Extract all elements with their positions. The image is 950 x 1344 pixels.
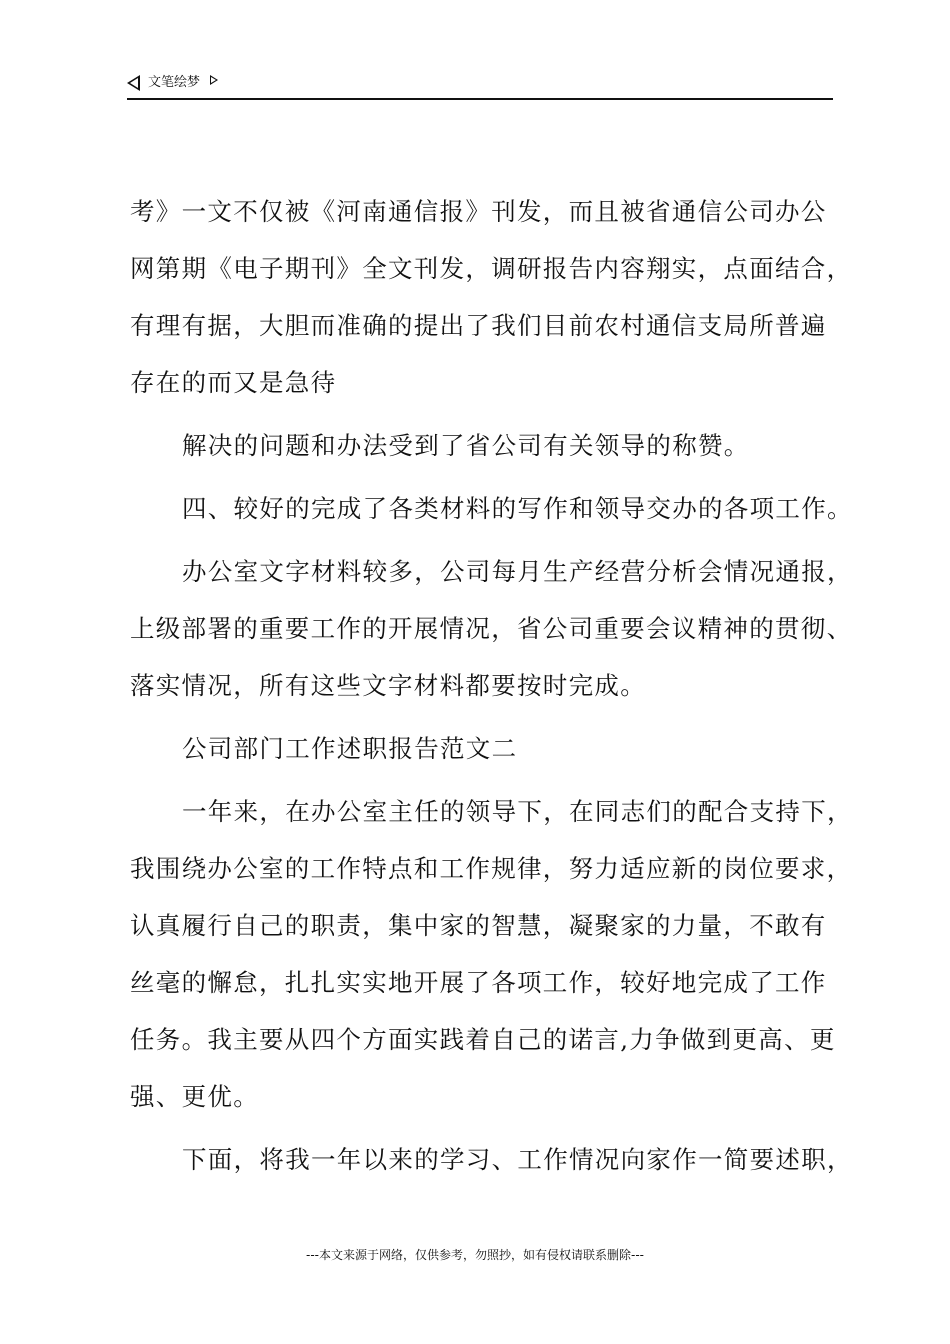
text-line: 认真履行自己的职责，集中家的智慧，凝聚家的力量，不敢有 xyxy=(130,911,827,940)
text-line: 存在的而又是急待 xyxy=(130,368,337,397)
page-footer: ---本文来源于网络，仅供参考，勿照抄，如有侵权请联系删除--- xyxy=(306,1248,644,1262)
page-header xyxy=(127,72,833,100)
text-line: 落实情况，所有这些文字材料都要按时完成。 xyxy=(130,671,646,700)
text-line: 丝毫的懈怠，扎扎实实地开展了各项工作，较好地完成了工作 xyxy=(130,968,827,997)
header-brand xyxy=(127,74,218,92)
paragraph: 下面，将我一年以来的学习、工作情况向家作一简要述职， xyxy=(182,1145,853,1174)
triangle-right-icon xyxy=(210,75,218,85)
text-line: 任务。我主要从四个方面实践着自己的诺言,力争做到更高、更 xyxy=(130,1025,836,1054)
paragraph: 办公室文字材料较多，公司每月生产经营分析会情况通报， xyxy=(182,557,853,586)
paragraph: 四、较好的完成了各类材料的写作和领导交办的各项工作。 xyxy=(182,494,853,523)
text-line: 我围绕办公室的工作特点和工作规律，努力适应新的岗位要求， xyxy=(130,854,853,883)
paragraph: 一年来，在办公室主任的领导下，在同志们的配合支持下， xyxy=(182,797,853,826)
text-line: 上级部署的重要工作的开展情况，省公司重要会议精神的贯彻、 xyxy=(130,614,853,643)
text-line: 有理有据，大胆而准确的提出了我们目前农村通信支局所普遍 xyxy=(130,311,827,340)
brand-name: 文笔绘梦 xyxy=(148,75,201,90)
text-line: 考》一文不仅被《河南通信报》刊发，而且被省通信公司办公 xyxy=(130,197,827,226)
paragraph: 解决的问题和办法受到了省公司有关领导的称赞。 xyxy=(182,431,750,460)
text-line: 强、更优。 xyxy=(130,1082,259,1111)
section-heading: 公司部门工作述职报告范文二 xyxy=(182,734,518,763)
document-body xyxy=(130,183,853,1188)
text-line: 网第期《电子期刊》全文刊发，调研报告内容翔实，点面结合， xyxy=(130,254,853,283)
triangle-left-icon xyxy=(127,75,140,91)
